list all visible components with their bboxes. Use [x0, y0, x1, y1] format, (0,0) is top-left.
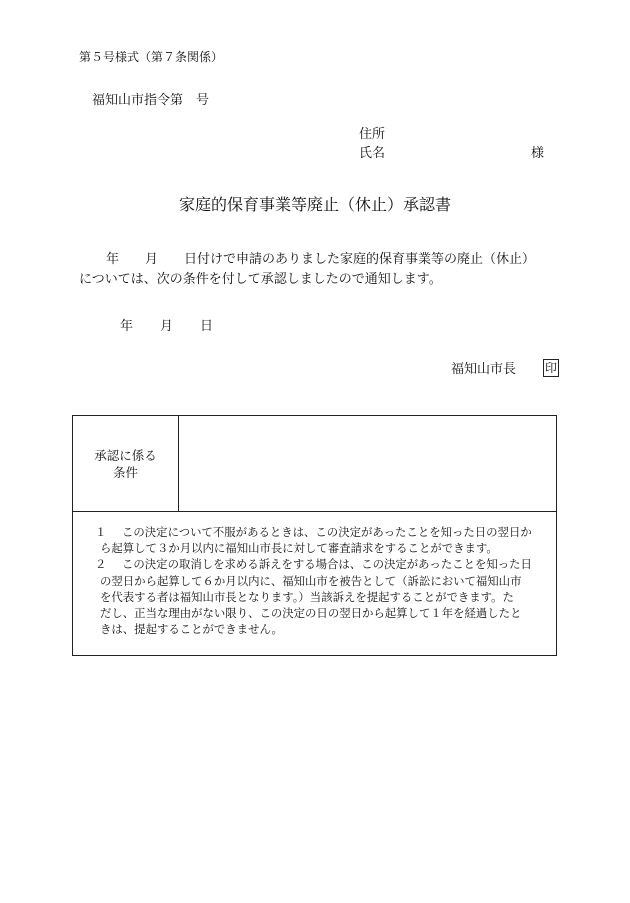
conditions-label-line-2: 条件	[112, 464, 138, 480]
conditions-label-cell	[73, 416, 179, 511]
directive-suffix: 号	[196, 93, 210, 108]
note-item	[95, 556, 546, 637]
note-line: を代表する者は福知山市長となります。）当該訴えを提起することができます。た	[100, 589, 514, 604]
issuer	[451, 358, 559, 377]
directive-prefix: 福知山市指令第	[92, 93, 184, 108]
body-line-2: については、次の条件を付して承認しましたので通知します。	[79, 272, 442, 287]
notes-section	[73, 512, 556, 637]
issue-date	[120, 315, 213, 334]
note-item	[95, 524, 546, 556]
address-label: 住所	[359, 127, 386, 142]
name-label: 氏名	[359, 146, 386, 161]
note-number: ２	[95, 557, 107, 572]
conditions-table	[72, 415, 557, 656]
body-line-1: 年 月 日付けで申請のありました家庭的保育事業等の廃止（休止）	[106, 252, 536, 267]
body-text	[79, 250, 561, 290]
issue-date-day: 日	[200, 319, 214, 334]
note-number: １	[95, 525, 107, 539]
issue-date-month: 月	[160, 319, 174, 334]
form-number: 第５号様式（第７条関係）	[79, 50, 224, 64]
document-title: 家庭的保育事業等廃止（休止）承認書	[178, 195, 451, 214]
directive-number	[92, 89, 209, 108]
note-line: きは、提起することができません。	[100, 622, 283, 637]
note-line: ら起算して３か月以内に福知山市長に対して審査請求をすることができます。	[100, 541, 498, 556]
seal-mark: 印	[545, 360, 558, 375]
conditions-label-line-1: 承認に係る	[94, 447, 157, 463]
issuer-name: 福知山市長	[451, 362, 517, 377]
note-line: だし、正当な理由がない限り、この決定の日の翌日から起算して１年を経過したと	[100, 606, 522, 621]
conditions-value-cell	[179, 416, 556, 511]
note-line: この決定について不服があるときは、この決定があったことを知った日の翌日か	[122, 525, 532, 539]
honorific: 様	[531, 146, 545, 161]
note-line: この決定の取消しを求める訴えをする場合は、この決定があったことを知った日	[122, 557, 532, 572]
issue-date-year: 年	[120, 319, 134, 334]
note-line: の翌日から起算して６か月以内に、福知山市を被告として（訴訟において福知山市	[100, 573, 522, 588]
conditions-row	[73, 416, 556, 512]
